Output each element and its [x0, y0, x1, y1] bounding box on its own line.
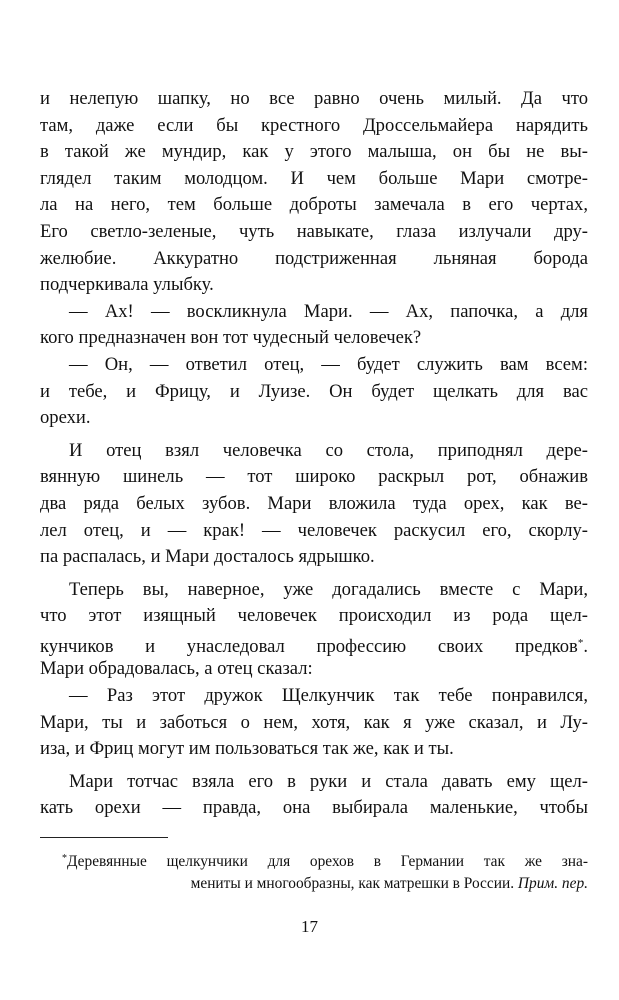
footnote-marker: *	[62, 853, 67, 864]
text-line: па распалась, и Мари досталось ядрышко.	[40, 546, 375, 568]
text-line: — Раз этот дружок Щелкунчик так тебе понравился,	[69, 685, 588, 707]
footnote-marker: *	[577, 636, 584, 649]
footnote-divider	[40, 837, 168, 838]
body-text	[40, 86, 588, 822]
text-line: Мари тотчас взяла его в руки и стала давать ему щел-	[69, 770, 588, 792]
text-line: орехи.	[40, 407, 91, 429]
translator-note: Прим. пер.	[517, 875, 588, 892]
text-line: подчеркивала улыбку.	[40, 274, 214, 296]
text-line: Теперь вы, наверное, уже догадались вместе с Мари,	[69, 578, 588, 600]
footnote-text: мениты и многообразны, как матрешки в России.	[190, 875, 515, 892]
text-line: — Он, — ответил отец, — будет служить вам всем:	[69, 353, 588, 375]
text-line: — Ах! — воскликнула Мари. — Ах, папочка, а для	[69, 300, 588, 322]
text-line-tail: .	[583, 635, 588, 657]
footnote	[40, 848, 588, 895]
page-number: 17	[301, 917, 318, 936]
footnote-line	[40, 873, 588, 895]
text-line: вянную шинель — тот широко раскрыл рот, обнажив	[40, 466, 588, 488]
text-line: что этот изящный человечек происходил из рода щел-	[40, 605, 588, 627]
footnote-line	[40, 848, 588, 873]
text-line: лел отец, и — крак! — человечек раскусил его, скорлу-	[40, 519, 588, 541]
text-line: кать орехи — правда, она выбирала маленькие, чтобы	[40, 797, 588, 819]
text-line: ла на него, тем больше доброты замечала в его чертах,	[40, 194, 588, 216]
text-line: желюбие. Аккуратно подстриженная льняная борода	[40, 247, 588, 269]
text-line-with-footnote	[40, 630, 588, 657]
text-line: Его светло-зеленые, чуть навыкате, глаза излучали дру-	[40, 220, 588, 242]
text-line: глядел таким молодцом. И чем больше Мари смотре-	[40, 167, 588, 189]
text-line: кого предназначен вон тот чудесный человечек?	[40, 327, 422, 349]
text-line: иза, и Фриц могут им пользоваться так же, как и ты.	[40, 738, 454, 760]
footnote-text: Деревянные щелкунчики для орехов в Германии так же зна-	[67, 853, 588, 870]
text-line: там, даже если бы крестного Дроссельмайера нарядить	[40, 114, 588, 136]
text-line: Мари обрадовалась, а отец сказал:	[40, 658, 313, 680]
text-line-body: кунчиков и унаследовал профессию своих предков	[40, 635, 578, 657]
text-line: и нелепую шапку, но все равно очень милый. Да что	[40, 88, 588, 109]
text-line: в такой же мундир, как у этого малыша, он бы не вы-	[40, 141, 588, 163]
text-line: и тебе, и Фрицу, и Луизе. Он будет щелкать для вас	[40, 380, 588, 402]
text-line: два ряда белых зубов. Мари вложила туда орех, как ве-	[40, 492, 588, 514]
text-line: И отец взял человечка со стола, приподнял дере-	[69, 439, 588, 461]
text-line: Мари, ты и заботься о нем, хотя, как я уже сказал, и Лу-	[40, 711, 588, 733]
